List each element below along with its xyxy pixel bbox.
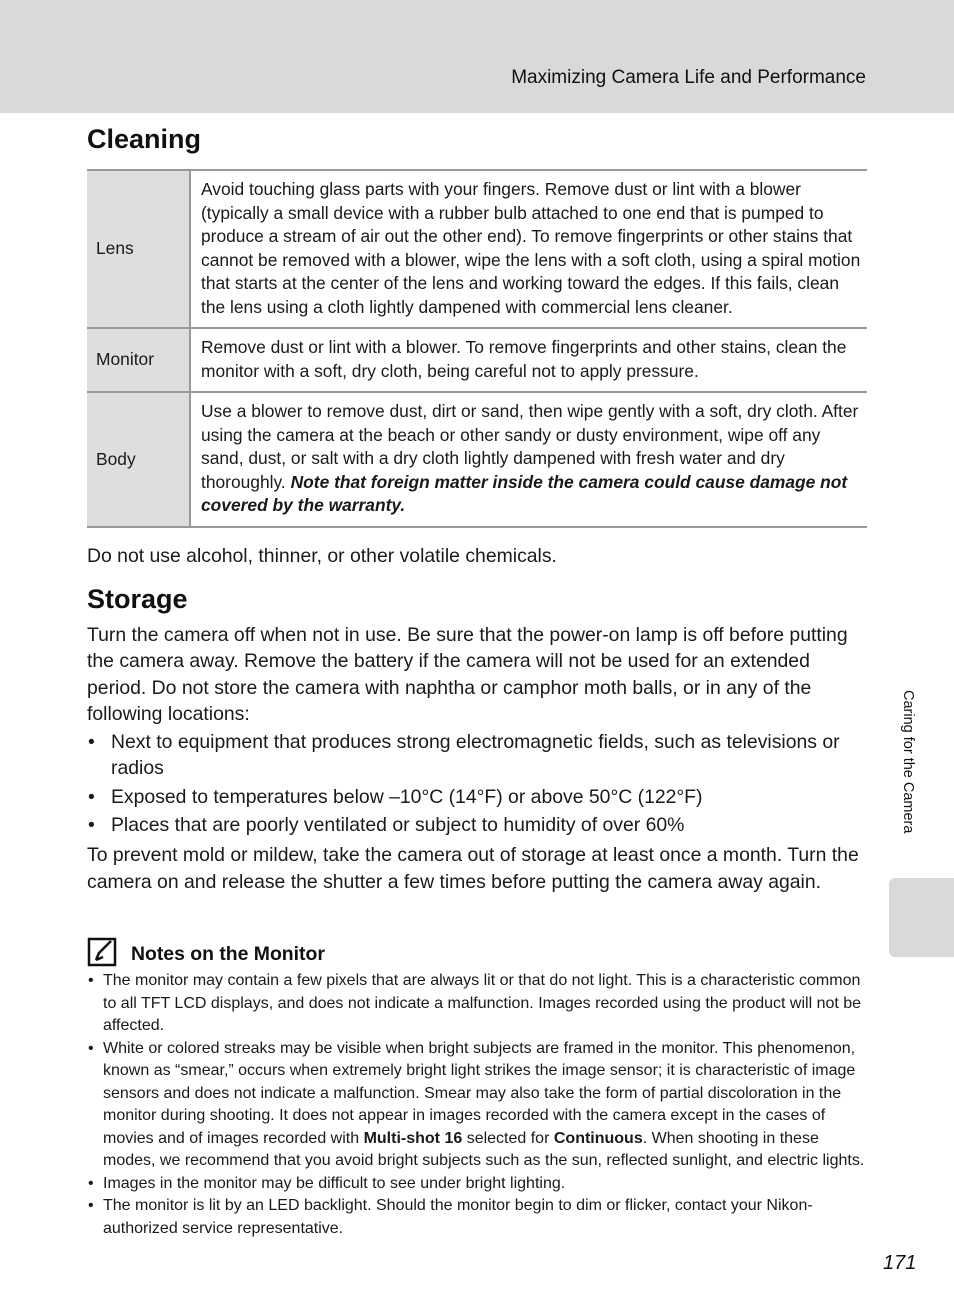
storage-intro: Turn the camera off when not in use. Be sure that the power-on lamp is off before putting the camera away. Remove the battery if the camera will not be used for an extended period. Do not store the camera with naphtha or camphor moth balls, or in any of the following locations: — [87, 624, 848, 725]
row-label-body: Body — [87, 392, 190, 527]
list-item — [87, 1038, 867, 1173]
bullet-icon: • — [88, 1197, 94, 1214]
list-item-text: Exposed to temperatures below –10°C (14°F) or above 50°C (122°F) — [111, 785, 703, 808]
note-text: White or colored streaks may be visible when bright subjects are framed in the monitor. This phenomenon, known as “smear,” occurs when extremely bright light strikes the image sensor; it is characteristic of image sensors and does not indicate a malfunction. Smear may also take the form of partial discoloration in the monitor during shooting. It does not appear in images recorded with the camera except in the cases of movies and of images recorded with — [103, 1039, 856, 1147]
running-header-title: Maximizing Camera Life and Performance — [511, 67, 866, 88]
note-text: selected for — [462, 1129, 554, 1147]
notes-list — [87, 970, 867, 1240]
bullet-icon: • — [88, 972, 94, 989]
page-number: 171 — [883, 1252, 917, 1274]
note-text: Images in the monitor may be difficult to see under bright lighting. — [103, 1174, 566, 1192]
bullet-icon: • — [88, 1174, 94, 1192]
row-label-monitor: Monitor — [87, 328, 190, 392]
list-item — [87, 1195, 867, 1240]
multishot-setting: Multi-shot 16 — [363, 1129, 463, 1147]
check-note-icon — [87, 937, 117, 967]
storage-heading: Storage — [87, 584, 188, 614]
storage-section — [87, 622, 867, 895]
warranty-warning: Note that foreign matter inside the camera could cause damage not covered by the warranty. — [201, 471, 848, 515]
list-item — [87, 812, 867, 838]
row-text-monitor: Remove dust or lint with a blower. To remove fingerprints and other stains, clean the monitor with a soft, dry cloth, being careful not to apply pressure. — [190, 328, 867, 392]
table-row — [87, 392, 867, 527]
bullet-icon: • — [88, 1039, 94, 1057]
chemicals-warning: Do not use alcohol, thinner, or other volatile chemicals. — [87, 545, 557, 567]
bullet-icon: • — [88, 814, 95, 837]
table-row — [87, 328, 867, 392]
header-band — [0, 0, 954, 113]
list-item-text: Next to equipment that produces strong electromagnetic fields, such as televisions or radios — [111, 731, 840, 780]
side-label-text: Caring for the Camera — [900, 690, 916, 834]
bullet-icon: • — [88, 731, 95, 754]
side-section-label — [897, 690, 917, 870]
list-item-text: Places that are poorly ventilated or subject to humidity of over 60% — [111, 814, 685, 837]
continuous-setting: Continuous — [553, 1129, 643, 1147]
notes-title: Notes on the Monitor — [131, 943, 325, 965]
row-label-lens: Lens — [87, 170, 190, 328]
table-row — [87, 170, 867, 328]
list-item — [87, 784, 867, 810]
side-tab — [889, 878, 954, 957]
list-item — [87, 970, 867, 1038]
note-text: The monitor is lit by an LED backlight. Should the monitor begin to dim or flicker, contact your Nikon-authorized service representative. — [103, 1197, 813, 1237]
storage-locations-list — [87, 729, 867, 838]
bullet-icon: • — [88, 785, 95, 808]
row-text-body — [190, 392, 867, 527]
body-text: Use a blower to remove dust, dirt or sand, then wipe gently with a soft, dry cloth. After using the camera at the beach or other sandy or dusty environment, wipe off any sand, dust, or salt with a dry cloth lightly dampened with fresh water and dry thoroughly. — [201, 401, 859, 492]
storage-outro: To prevent mold or mildew, take the camera out of storage at least once a month. Turn the camera on and release the shutter a few times before putting the camera away again. — [87, 844, 859, 893]
note-text: . When shooting in these modes, we recommend that you avoid bright subjects such as the sun, reflected sunlight, and electric lights. — [103, 1129, 865, 1169]
list-item — [87, 1173, 867, 1196]
list-item — [87, 729, 867, 782]
cleaning-table — [87, 169, 867, 528]
row-text-lens: Avoid touching glass parts with your fingers. Remove dust or lint with a blower (typically a small device with a rubber bulb attached to one end that is pumped to produce a stream of air out the other end). To remove fingerprints or other stains that cannot be removed with a blower, wipe the lens with a soft cloth, using a spiral motion that starts at the center of the lens and working toward the edges. If this fails, clean the lens using a cloth lightly dampened with commercial lens cleaner. — [201, 179, 861, 317]
note-text: The monitor may contain a few pixels that are always lit or that do not light. This is a characteristic common to all TFT LCD displays, and does not indicate a malfunction. Images recorded using the product will not be affected. — [103, 972, 862, 1034]
cleaning-heading: Cleaning — [87, 124, 202, 154]
